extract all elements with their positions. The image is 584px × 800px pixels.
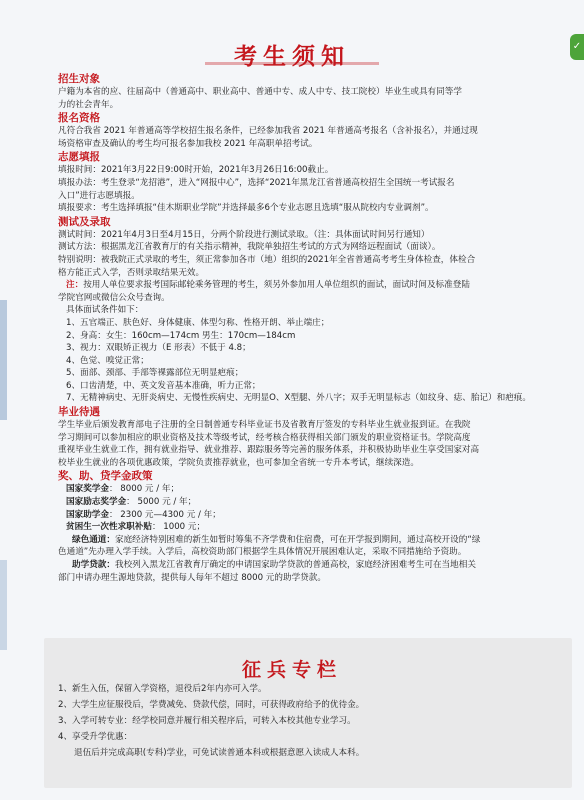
green-channel-line-2: 色通道”先办理入学手续。入学后，高校资助部门根据学生具体情况开展困难认定，采取不同措施给予资助。 [58,547,467,558]
green-channel [58,534,566,547]
green-channel-line-1: 家庭经济特别困难的新生如暂时筹集不齐学费和住宿费，可在开学报到期间，通过高校开设的“绿 [114,534,481,545]
employment-line-3: 重视毕业生就业工作，拥有就业指导、就业推荐、跟踪服务等完善的服务体系，并积极协助毕业生享受国家对高 [58,445,480,456]
aid-item-label: 国家奖学金 [66,484,109,495]
aid-item-value: ： 8000 元 / 年； [108,484,180,495]
aid-item-value: ： 2300 元—4300 元 / 年； [108,509,221,520]
test-note [58,279,566,292]
condition-item: 4、色觉、嗅觉正常； [66,355,149,366]
condition-item: 3、视力：双眼矫正视力（E 形表）不低于 4.8； [66,343,251,354]
wish-fill-line-1: 填报时间：2021年3月22日9:00时开始，2021年3月26日16:00截止。 [58,165,334,176]
aid-item-value: ： 1000 元； [151,522,206,533]
student-loan [58,559,566,572]
note-label: 注： [66,280,84,291]
condition-item: 1、五官端正、肤色好、身体健康、体型匀称、性格开朗、举止端庄； [66,317,330,328]
conscription-item: 3、入学可转专业：经学校同意并履行相关程序后，可转入本校其他专业学习。 [58,716,356,726]
aid-item [58,521,566,534]
section-heading-recruit-target: 招生对象 [58,73,100,85]
section-heading-wish-fill: 志愿填报 [58,151,100,164]
title-underline [205,62,379,65]
conscription-item: 1、新生入伍，保留入学资格，退役后2年内亦可入学。 [58,684,267,694]
aid-item-label: 国家励志奖学金 [66,497,127,508]
aid-item-label: 国家助学金 [66,509,109,520]
student-loan-line-2: 部门申请办理生源地贷款，提供每人每年不超过 8000 元的助学贷款。 [58,572,326,583]
left-accent-bar [0,300,7,420]
test-line-4: 格方能正式入学，否则录取结果无效。 [58,267,205,278]
conscription-item: 2、大学生应征服役后，学费减免、贷款代偿，同时，可获得政府给予的优待金。 [58,700,365,710]
section-heading-enroll-qual: 报名资格 [58,112,100,125]
note-line-1: 按用人单位要求报考国际邮轮乘务管理的考生，须另外参加用人单位组织的面试，面试时间及标准登陆 [83,280,470,291]
condition-item: 7、无精神病史、无肝炎病史、无慢性疾病史、无明显O、X型腿、外八字；双手无明显标志（如纹身、痣、胎记）和疤痕。 [66,393,531,404]
conscription-title: 征兵专栏 [241,659,342,681]
left-accent-bar-lower [0,560,7,650]
test-line-1: 测试时间：2021年4月3日至4月15日，分两个阶段进行测试录取。（注：具体面试时间另行通知） [58,229,430,240]
enroll-qual-line-2: 场资格审查及确认的考生均可报名参加我校 2021 年高职单招考试。 [58,138,318,149]
conscription-item: 4、享受升学优惠： [58,732,133,742]
aid-item [58,483,566,496]
aid-item-value: ： 5000 元 / 年； [126,497,197,508]
green-channel-label: 绿色通道： [72,534,115,545]
aid-item-label: 贫困生一次性求职补贴 [66,522,152,533]
title-row [0,38,584,71]
section-heading-employment: 毕业待遇 [58,406,100,419]
note-line-2: 学院官网或微信公众号查询。 [58,292,170,303]
conditions-title: 具体面试条件如下： [66,305,144,316]
conscription-list [58,681,558,761]
side-tab: ✓ [570,34,584,60]
student-loan-label: 助学贷款： [72,560,115,570]
recruit-target-line-1: 户籍为本省的应、往届高中（普通高中、职业高中、普通中专、成人中专、技工院校）毕业生或具有同等学 [58,87,462,97]
notice-content [58,72,566,584]
wish-fill-line-4: 填报要求：考生选择填报“佳木斯职业学院”并选择最多6个专业志愿且选填“服从院校内专业调剂”。 [58,203,434,214]
student-loan-line-1: 我校列入黑龙江省教育厅确定的申请国家助学贷款的普通高校，家庭经济困难考生可在当地相关 [114,560,476,570]
section-heading-aid: 奖、助、贷学金政策 [58,470,153,483]
section-heading-test: 测试及录取 [58,215,111,228]
condition-item: 6、口齿清楚，中、英文发音基本准确，听力正常； [66,380,261,391]
condition-item: 2、身高：女生：160cm—174cm 男生：170cm—184cm [66,330,296,341]
employment-line-2: 学习期间可以参加相应的职业资格及技术等级考试，经考核合格获得相关部门颁发的职业资格证书。学院高度 [58,432,471,443]
aid-item [58,496,566,509]
recruit-target-line-2: 力的社会青年。 [58,99,119,110]
conscription-sub-item: 退伍后并完成高职(专科)学业，可免试读普通本科或根据意愿入读成人本科。 [74,748,365,758]
test-line-2: 测试方法：根据黑龙江省教育厅的有关指示精神，我院单独招生考试的方式为网络远程面试（面谈）。 [58,242,441,253]
test-line-3: 特别说明：被我院正式录取的考生，须正常参加各市（地）组织的2021年全省普通高考考生身体检查，体检合 [58,254,476,265]
page-title: 考生须知 [234,43,350,70]
condition-item: 5、面部、颈部、手部等裸露部位无明显疤痕； [66,368,244,379]
wish-fill-line-3: 入口”进行志愿填报。 [58,190,140,201]
employment-line-4: 校毕业生就业的各项优惠政策，学院负责推荐就业，也可参加全省统一专升本考试，继续深造。 [58,457,419,468]
aid-item [58,509,566,522]
wish-fill-line-2: 填报办法：考生登录“龙招港”，进入“网报中心”，选择“2021年黑龙江省普通高校招生全国统一考试报名 [58,177,455,188]
employment-line-1: 学生毕业后颁发教育部电子注册的全日制普通专科毕业证书及省教育厅签发的专科毕业生就业报到证。在我院 [58,420,471,431]
enroll-qual-line-1: 凡符合我省 2021 年普通高等学校招生报名条件，已经参加我省 2021 年普通高考报名（含补报名），并通过现 [58,126,478,137]
